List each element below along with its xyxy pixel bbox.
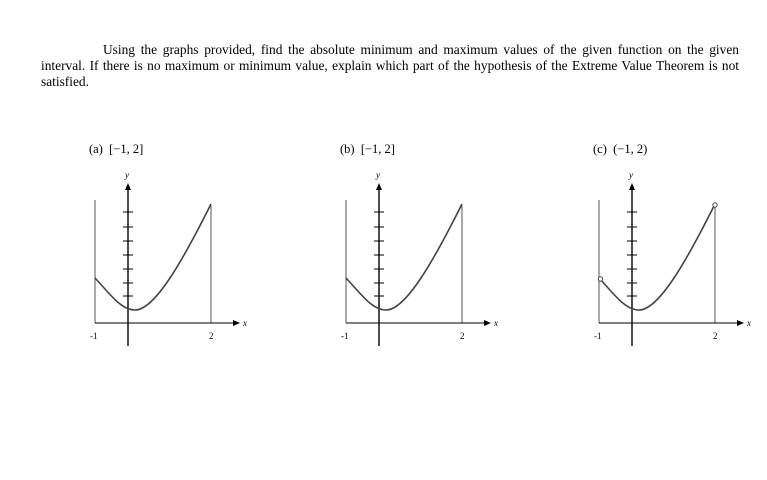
graph-interval: [−1, 2]: [109, 142, 144, 156]
tick-label-neg1: -1: [594, 331, 602, 341]
y-axis-label: y: [376, 170, 380, 180]
y-axis-label: y: [125, 170, 129, 180]
graph-label: (c): [593, 142, 607, 156]
graph-plot: [587, 140, 767, 360]
graph-label: (a): [89, 142, 103, 156]
x-axis-label: x: [243, 318, 247, 328]
graph-plot: [334, 140, 514, 360]
tick-label-neg1: -1: [90, 331, 98, 341]
x-axis-label: x: [747, 318, 751, 328]
tick-label-2: 2: [209, 331, 214, 341]
tick-label-2: 2: [460, 331, 465, 341]
graph-label: (b): [340, 142, 355, 156]
problem-statement: [41, 42, 739, 91]
x-axis-arrow: [737, 320, 744, 326]
graph-plot: [83, 140, 263, 360]
y-axis-arrow: [376, 183, 382, 190]
open-endpoint-right: [713, 203, 717, 207]
y-axis-label: y: [629, 170, 633, 180]
tick-label-2: 2: [713, 331, 718, 341]
graph-interval: [−1, 2]: [360, 142, 395, 156]
x-axis-arrow: [484, 320, 491, 326]
x-axis-label: x: [494, 318, 498, 328]
graph-a: [83, 140, 263, 360]
function-curve: [599, 204, 715, 310]
graph-interval: (−1, 2): [613, 142, 648, 156]
y-axis-arrow: [629, 183, 635, 190]
y-axis-arrow: [125, 183, 131, 190]
function-curve: [95, 204, 211, 310]
graph-b: [334, 140, 514, 360]
problem-text: Using the graphs provided, find the absolute minimum and maximum values of the given function on the given interval. If there is no maximum or minimum value, explain which part of the hypothesis of the Extreme Value Theorem is not satisfied.: [41, 42, 739, 90]
open-endpoint-left: [598, 277, 602, 281]
graph-c: [587, 140, 767, 360]
x-axis-arrow: [233, 320, 240, 326]
tick-label-neg1: -1: [341, 331, 349, 341]
function-curve: [346, 204, 462, 310]
